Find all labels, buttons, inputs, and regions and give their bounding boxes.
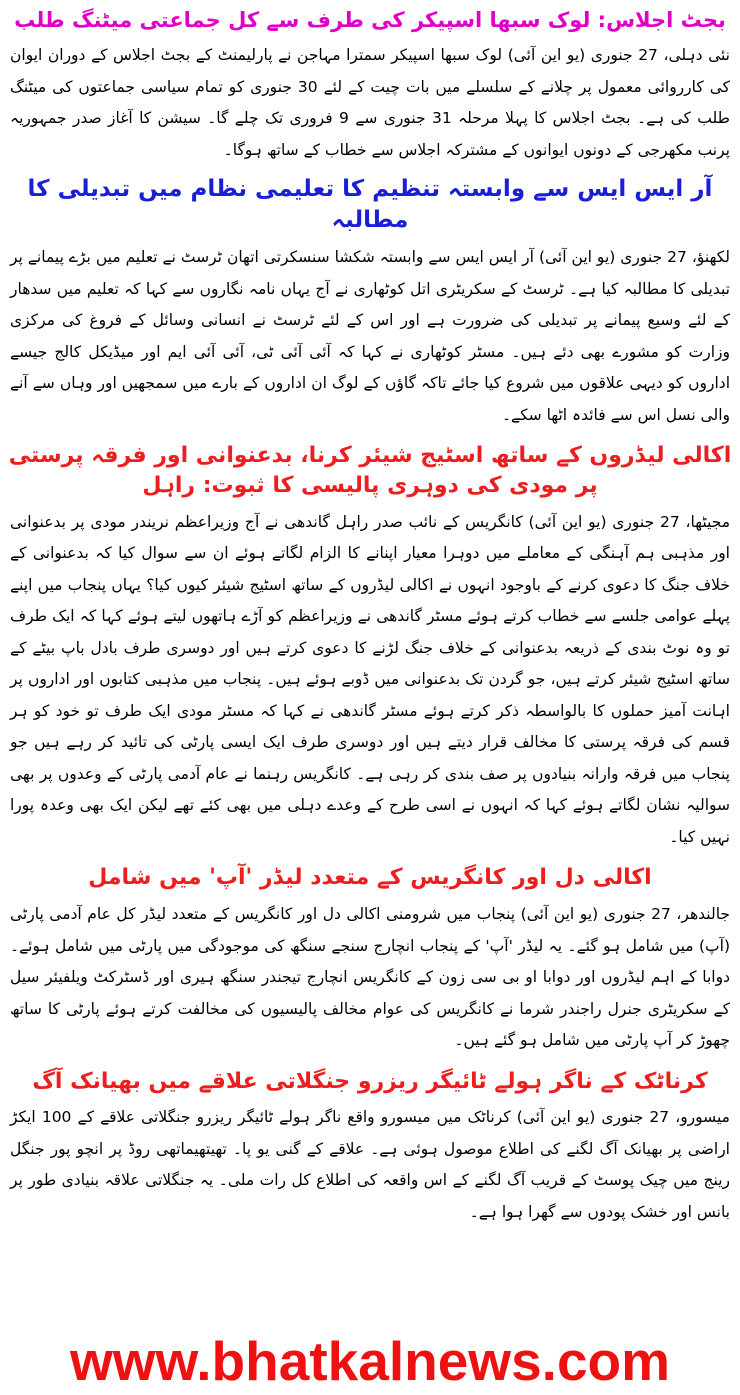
article-rahul-gandhi: [8, 441, 732, 853]
article-headline: اکالی دل اور کانگریس کے متعدد لیڈر 'آپ' میں شامل: [88, 865, 652, 891]
article-headline: بجٹ اجلاس: لوک سبھا اسپیکر کی طرف سے کل جماعتی میٹنگ طلب: [14, 8, 726, 32]
article-body: جالندھر، 27 جنوری (یو این آئی) پنجاب میں شرومنی اکالی دل اور کانگریس کے متعدد لیڈر کل عام آدمی پارٹی (آپ) میں شامل ہو گئے۔ یہ لیڈر 'آپ' کے پنجاب انچارج سنجے سنگھ کی موجودگی میں پارٹی میں شامل ہوئے۔ دوابا کے اہم لیڈروں اور دوابا او بی سی زون کے کانگریس انچارج تیجندر سنگھ ہیری اور ڈسٹرکٹ ویلفیئر سیل کے سکریٹری جنرل راجندر شرما نے کانگریس کی عوام مخالف پالیسیوں کی مخالفت کرتے ہوئے پارٹی کا ساتھ چھوڑ کر آپ پارٹی میں شامل ہو گئے ہیں۔: [10, 905, 730, 1049]
article-body: نئی دہلی، 27 جنوری (یو این آئی) لوک سبھا اسپیکر سمترا مہاجن نے پارلیمنٹ کے بجٹ اجلاس کے دوران ایوان کی کارروائی معمول پر چلانے کے سلسلے میں بات چیت کے لئے 30 جنوری کو تمام سیاسی جماعتوں کی میٹنگ طلب کی ہے۔ بجٹ اجلاس کا پہلا مرحلہ 31 جنوری سے 9 فروری تک چلے گا۔ سیشن کا آغاز صدر جمہوریہ پرنب مکھرجی کے دونوں ایوانوں کے مشترکہ اجلاس سے خطاب کے ساتھ ہوگا۔: [10, 46, 730, 159]
article-body: مجیٹھا، 27 جنوری (یو این آئی) کانگریس کے نائب صدر راہل گاندھی نے آج وزیراعظم نریندر مودی پر بدعنوانی اور مذہبی ہم آہنگی کے معاملے میں دوہرا معیار اپنانے کا الزام لگاتے ہوئے ان سے سوال کیا کہ بدعنوانی کے خلاف جنگ کا دعوی کرنے کے باوجود انہوں نے اکالی لیڈروں کے ساتھ اسٹیج شیئر کیوں کیا؟ یہاں پنجاب میں اپنے پہلے عوامی جلسے سے خطاب کرتے ہوئے مسٹر گاندھی نے وزیراعظم کو آڑے ہاتھوں لیتے ہوئے کہا کہ ایک طرف تو وہ نوٹ بندی کے ذریعہ بدعنوانی کے خلاف جنگ لڑنے کا دعوی کرتے ہیں اور دوسری طرف بادل باپ بیٹے کے ساتھ اسٹیج شیئر کرتے ہیں، جو گردن تک بدعنوانی میں ڈوبے ہوئے ہیں۔ پنجاب میں مذہبی کتابوں اور اداروں پر اہانت آمیز حملوں کا بالواسطہ ذکر کرتے ہوئے مسٹر گاندھی نے کہا کہ مسٹر مودی ایک طرف تو خود کو ہر قسم کی فرقہ پرستی کا مخالف قرار دیتے ہیں اور دوسری طرف ایک ایسی پارٹی کی تائید کر رہے ہیں جو پنجاب میں فرقہ وارانہ بنیادوں پر صف بندی کر رہی ہے۔ کانگریس رہنما نے عام آدمی پارٹی کے وعدوں پر بھی سوالیہ نشان لگاتے ہوئے کہا کہ انہوں نے اسی طرح کے وعدے دہلی میں بھی کئے تھے لیکن ایک بھی وعدہ پورا نہیں کیا۔: [10, 512, 731, 846]
article-budget-session: [8, 6, 732, 166]
article-headline: آر ایس ایس سے وابستہ تنظیم کا تعلیمی نظام میں تبدیلی کا مطالبہ: [27, 176, 713, 234]
article-body: لکھنؤ، 27 جنوری (یو این آئی) آر ایس ایس سے وابستہ شکشا سنسکرتی اتھان ٹرسٹ نے تعلیم میں بڑے پیمانے پر تبدیلی کا مطالبہ کیا ہے۔ ٹرسٹ کے سکریٹری اتل کوٹھاری نے آج یہاں نامہ نگاروں سے کہا کہ تعلیم میں سدھار کے لئے وسیع پیمانے پر تبدیلی کی ضرورت ہے اور اس کے لئے ٹرسٹ نے انسانی وسائل کے فروغ کی مرکزی وزارت کو مشورے بھی دئے ہیں۔ مسٹر کوٹھاری نے کہا کہ آئی آئی ٹی، آئی آئی ایم اور میڈیکل کالج جیسے اداروں کو دیہی علاقوں میں شروع کیا جائے تاکہ گاؤں کے لوگ ان اداروں کے بارے میں سمجھیں اور وہاں سے آنے والی نسل اس سے فائدہ اٹھا سکے۔: [10, 248, 730, 424]
article-headline: اکالی لیڈروں کے ساتھ اسٹیج شیئر کرنا، بدعنوانی اور فرقہ پرستی پر مودی کی دوہری پالیسی کا ثبوت: راہل: [8, 443, 732, 499]
article-headline: کرناٹک کے ناگر ہولے ٹائیگر ریزرو جنگلاتی علاقے میں بھیانک آگ: [32, 1068, 708, 1094]
article-aap-joining: [8, 863, 732, 1056]
article-rss-education: [8, 174, 732, 431]
article-body: میسورو، 27 جنوری (یو این آئی) کرناٹک میں میسورو واقع ناگر ہولے ٹائیگر ریزرو جنگلاتی علاقے کے 100 ایکڑ اراضی پر بھیانک آگ لگنے کی اطلاع موصول ہوئی ہے۔ علاقے کے گنی یو پا۔ تھیتھیماتھی روڈ پر انچو پور جنگل رینج میں چیک پوسٹ کے قریب آگ لگنے کے اس واقعہ کی اطلاع کل رات ملی۔ یہ جنگلاتی علاقہ بنیادی طور پر بانس اور خشک پودوں سے گھرا ہوا ہے۔: [10, 1108, 730, 1221]
website-footer: www.bhatkalnews.com: [69, 1330, 671, 1392]
article-karnataka-fire: [8, 1067, 732, 1229]
